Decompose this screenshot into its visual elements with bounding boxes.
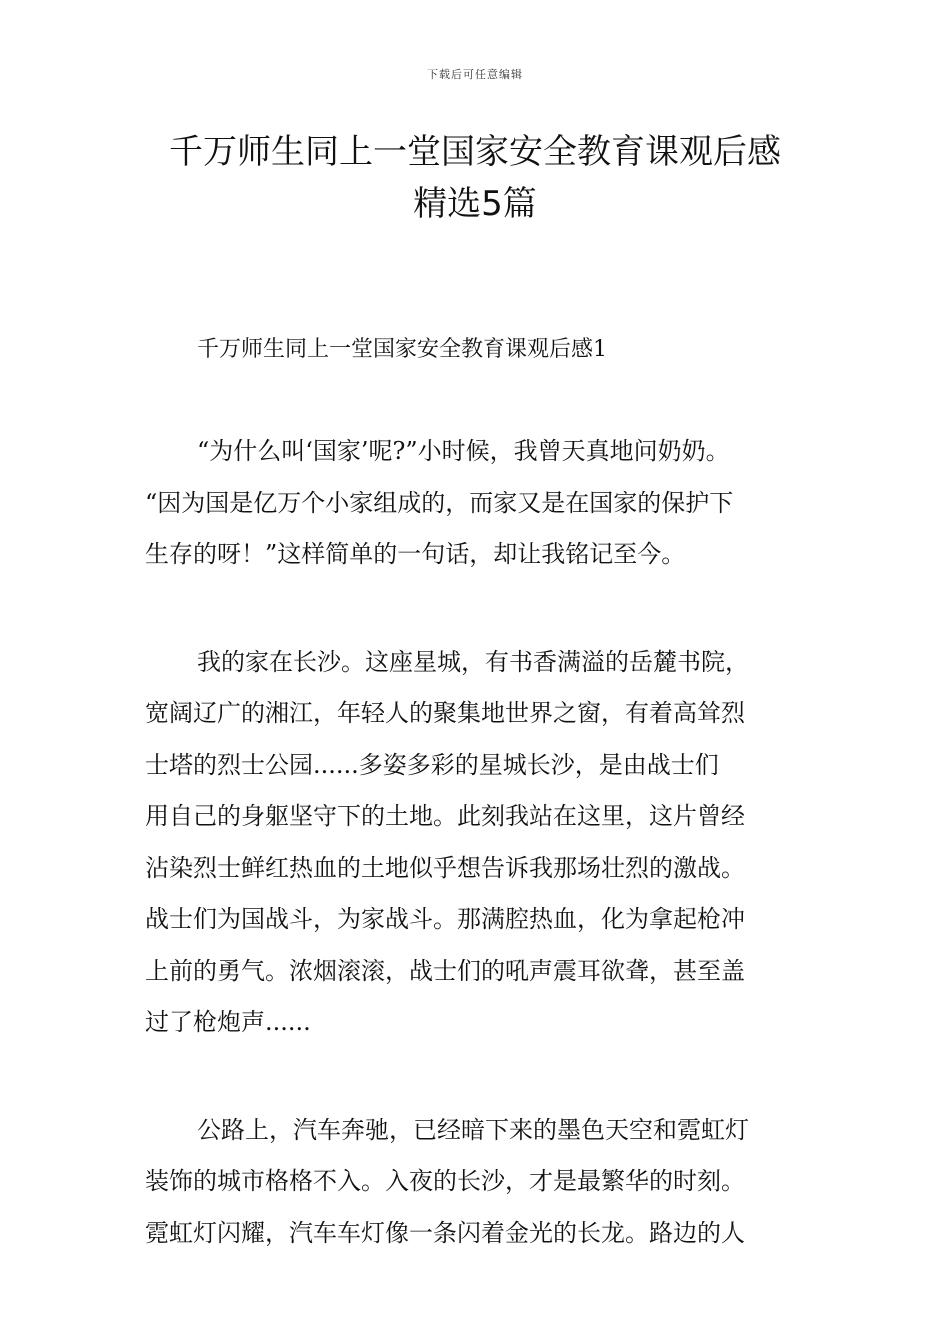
- paragraph-3: [145, 1105, 810, 1260]
- paragraph-line: “因为国是亿万个小家组成的，而家又是在国家的保护下: [145, 488, 734, 517]
- paragraph-line: 装饰的城市格格不入。入夜的长沙，才是最繁华的时刻。: [145, 1167, 745, 1195]
- title-line-1: 千万师生同上一堂国家安全教育课观后感: [169, 132, 781, 172]
- paragraph-line: 霓虹灯闪耀，汽车车灯像一条闪着金光的长龙。路边的人: [145, 1218, 745, 1247]
- paragraph-line: 战士们为国战斗，为家战斗。那满腔热血，化为拿起枪冲: [145, 905, 745, 933]
- paragraph-line: 宽阔辽广的湘江，年轻人的聚集地世界之窗，有着高耸烈: [145, 699, 745, 727]
- section-heading: 千万师生同上一堂国家安全教育课观后感1: [197, 337, 607, 362]
- paragraph-line: 公路上，汽车奔驰，已经暗下来的墨色天空和霓虹灯: [197, 1115, 749, 1144]
- document-title: [0, 126, 950, 230]
- paragraph-line: 士塔的烈士公园......多姿多彩的星城长沙，是由战士们: [145, 750, 719, 779]
- paragraph-line: 上前的勇气。浓烟滚滚，战士们的吼声震耳欲聋，甚至盖: [145, 956, 745, 985]
- paragraph-line: “为什么叫‘国家’呢?”小时候，我曾天真地问奶奶。: [197, 437, 730, 465]
- document-body: [145, 330, 810, 1315]
- header-note: 下载后可任意编辑: [427, 68, 523, 81]
- paragraph-line: 我的家在长沙。这座星城，有书香满溢的岳麓书院，: [197, 647, 749, 676]
- paragraph-1: [145, 426, 810, 581]
- paragraph-line: 用自己的身躯坚守下的土地。此刻我站在这里，这片曾经: [145, 802, 745, 830]
- paragraph-line: 过了枪炮声......: [145, 1008, 311, 1036]
- paragraph-2: [145, 637, 810, 1049]
- paragraph-line: 生存的呀！”这样简单的一句话，却让我铭记至今。: [145, 540, 686, 568]
- paragraph-line: 沾染烈士鲜红热血的土地似乎想告诉我那场壮烈的激战。: [145, 853, 745, 882]
- title-line-2: 精选5篇: [413, 184, 537, 224]
